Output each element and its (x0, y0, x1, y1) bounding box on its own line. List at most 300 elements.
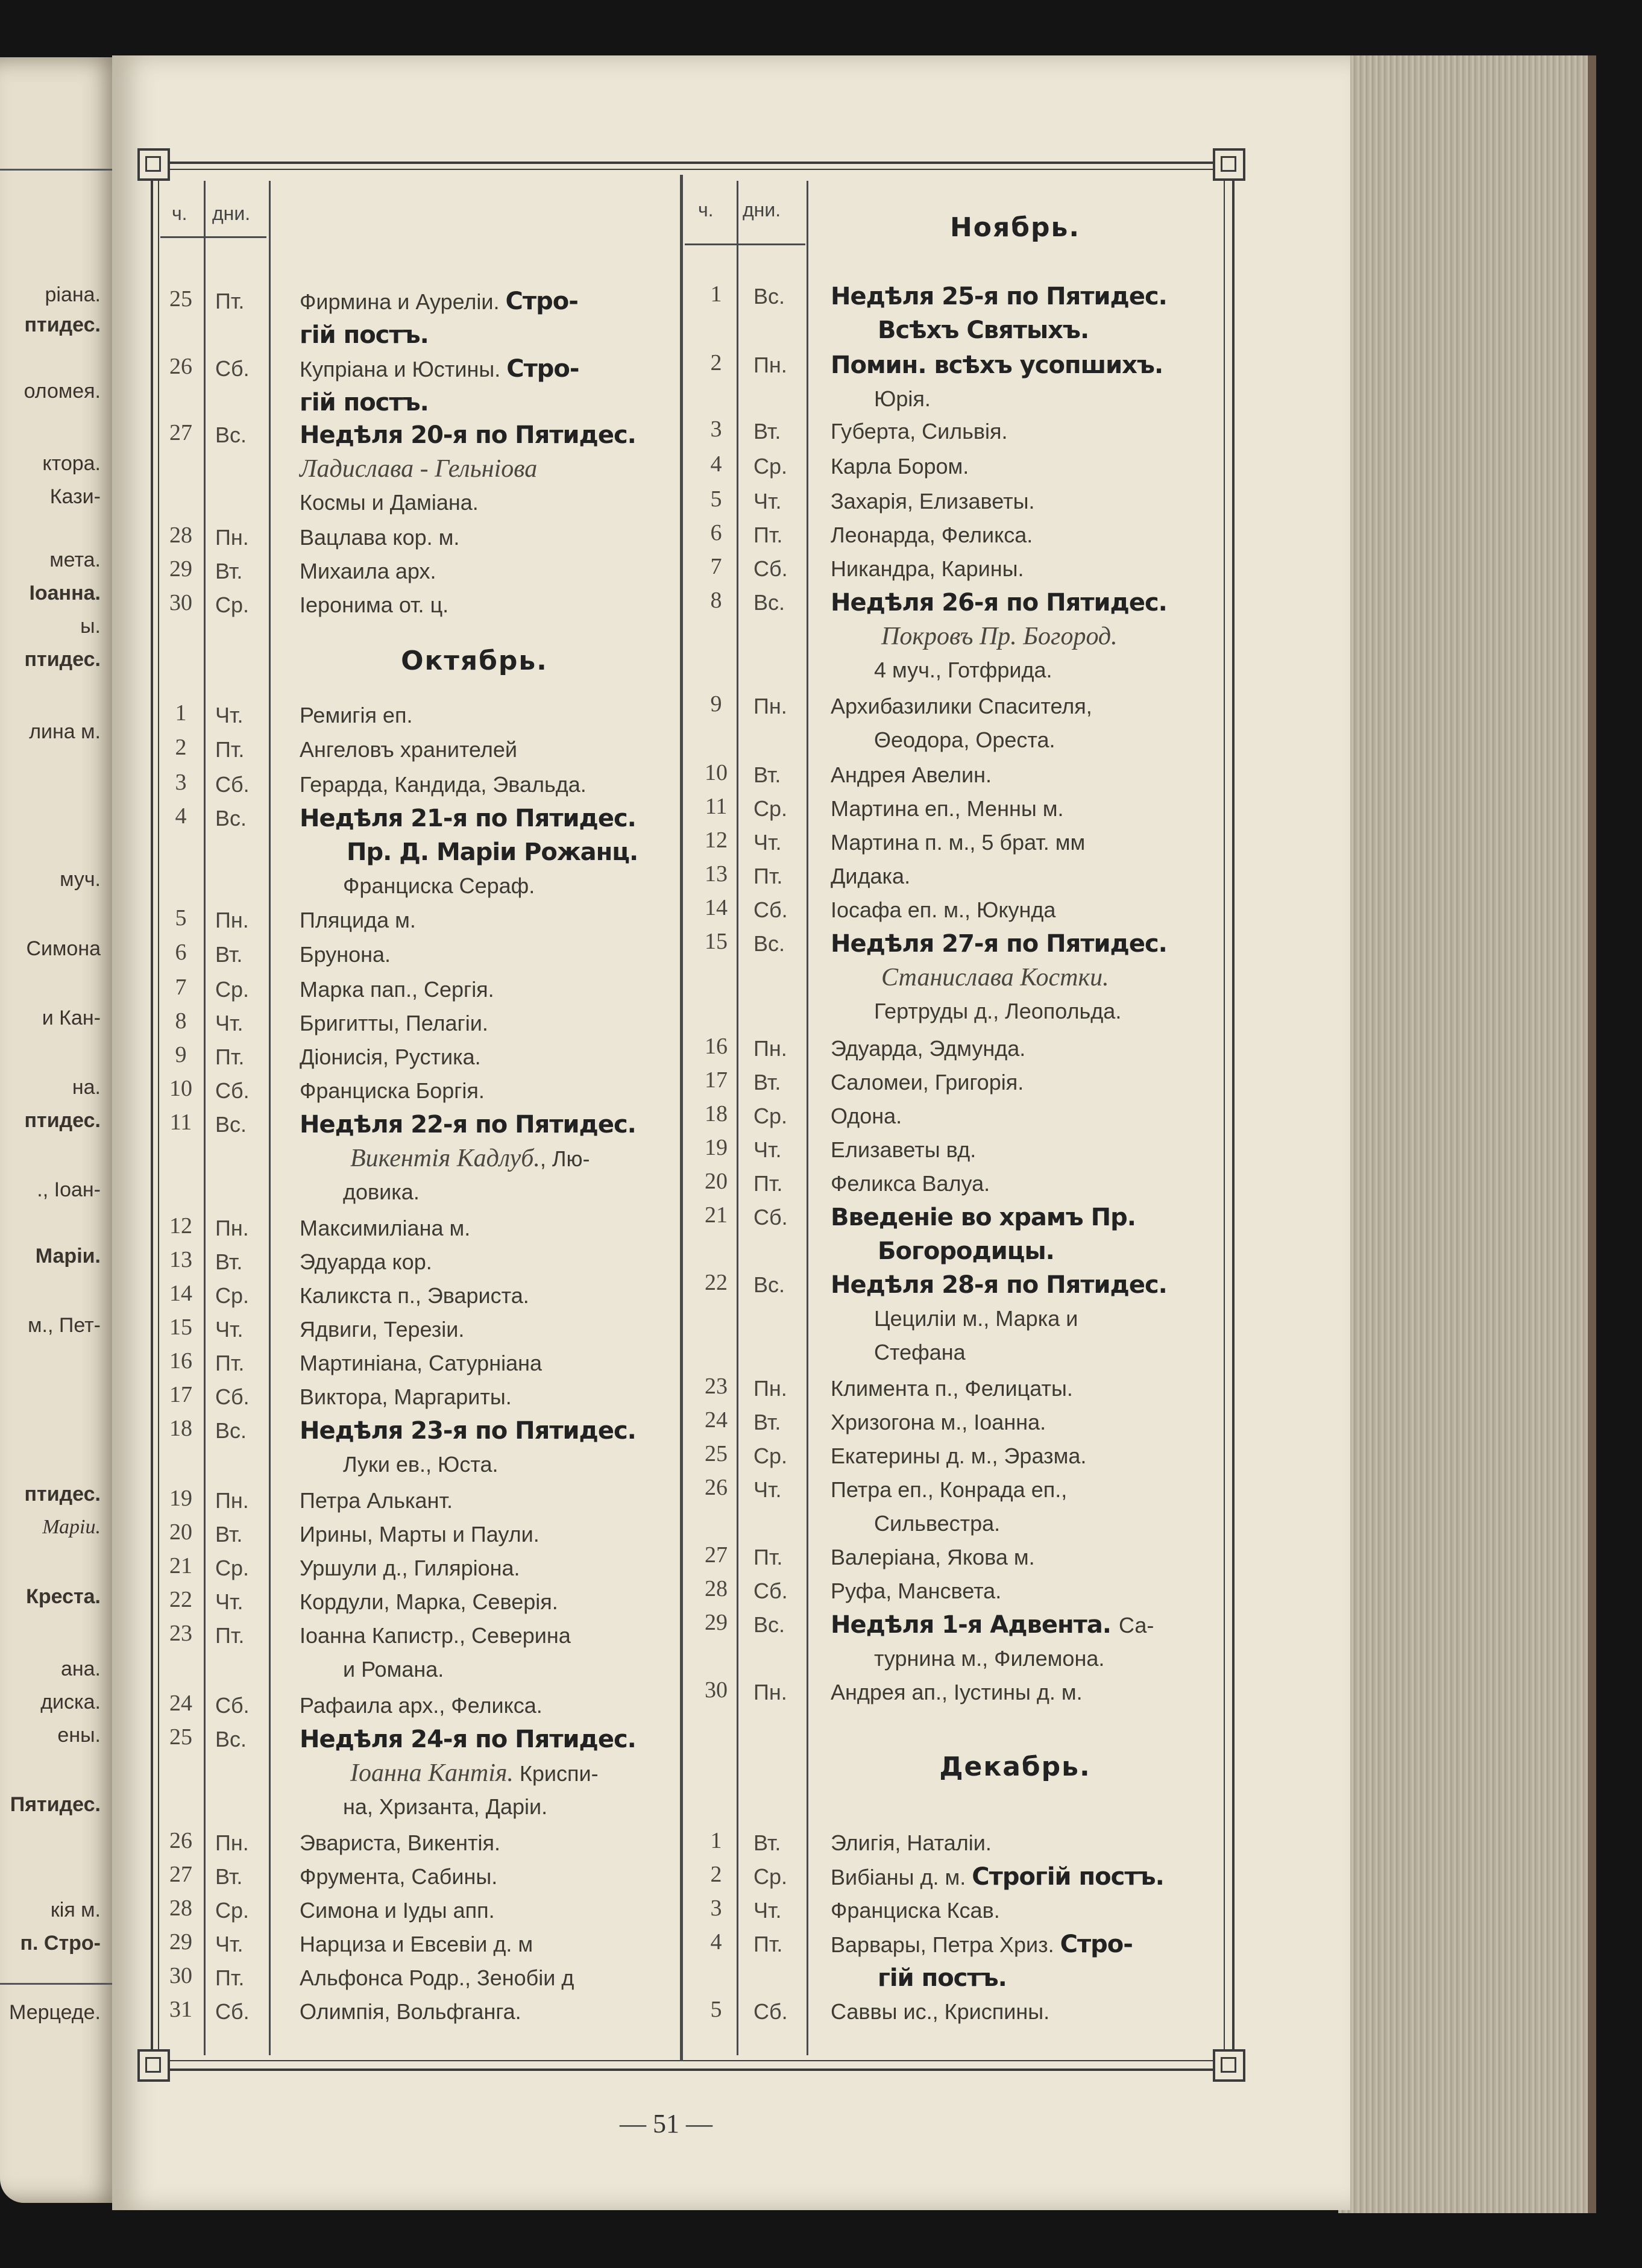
saint-text: Захарія, Елизаветы. (831, 489, 1035, 514)
saint-text: Іеронима от. ц. (300, 592, 449, 617)
weekday: Вс. (215, 806, 247, 831)
saint-text: 4 муч., Готфрида. (831, 658, 1052, 682)
saint-text: Ладислава - Гельніова (300, 455, 538, 483)
saint-text: Элигія, Наталіи. (831, 1830, 992, 1855)
day-number: 13 (169, 1247, 192, 1272)
saint-entry-line (300, 1215, 470, 1242)
weekday: Пн. (753, 694, 787, 718)
saint-text: Альфонса Родр., Зенобіи д (300, 1965, 574, 1990)
frame-corner (1213, 2049, 1245, 2082)
day-number: 1 (710, 281, 722, 307)
saint-entry-line (831, 1443, 1086, 1469)
saint-entry-line (300, 1760, 599, 1787)
day-number: 25 (169, 286, 192, 312)
saint-entry-line (831, 931, 1167, 958)
weekday: Вт. (753, 1410, 781, 1434)
saint-entry-line (300, 702, 412, 729)
saint-entry-line (300, 873, 535, 899)
day-number: 12 (705, 828, 728, 853)
day-number: 17 (169, 1382, 192, 1407)
day-number: 21 (169, 1553, 192, 1578)
day-number: 8 (175, 1008, 187, 1034)
day-number: 11 (705, 794, 728, 819)
day-number: 28 (705, 1576, 728, 1601)
saint-entry-line (831, 1645, 1104, 1672)
day-number: 14 (705, 895, 728, 920)
weekday: Чт. (753, 1477, 782, 1502)
weekday: Вс. (215, 1727, 247, 1751)
feast-text: Недѣля 28-я по Пятидес. (831, 1271, 1167, 1299)
day-number: 14 (169, 1281, 192, 1306)
saint-entry-line (300, 558, 436, 585)
saint-entry-line (831, 1375, 1073, 1402)
saint-entry-line (300, 1044, 481, 1070)
day-number: 5 (175, 905, 187, 931)
saint-entry-line (831, 1965, 1007, 1992)
saint-entry-line (831, 1238, 1054, 1265)
saint-entry-line (831, 488, 1034, 515)
saint-entry-line (300, 839, 638, 866)
left-page-text: Кази- (49, 485, 101, 508)
saint-text: Максимиліана м. (300, 1216, 471, 1240)
saint-text: Фирмина и Аурелiи. (300, 289, 506, 314)
saint-text: Эвариста, Викентія. (300, 1830, 501, 1855)
weekday: Пт. (753, 1545, 783, 1569)
weekday: Чт. (215, 1589, 244, 1614)
day-number: 16 (169, 1348, 192, 1374)
saint-text: Франциска Ксав. (831, 1898, 1000, 1923)
saint-entry-line (831, 796, 1063, 822)
left-page-text: Іоанна. (29, 582, 101, 605)
weekday: Пн. (753, 353, 787, 377)
header-num: ч. (698, 199, 714, 221)
weekday: Пн. (215, 1488, 249, 1513)
saint-entry-line (300, 288, 578, 315)
saint-entry-line (831, 727, 1055, 753)
weekday: Сб. (215, 356, 250, 381)
weekday: Ср. (753, 1864, 788, 1889)
weekday: Ср. (753, 796, 788, 821)
day-number: 3 (710, 1896, 722, 1921)
saint-text: Руфа, Мансвета. (831, 1578, 1002, 1603)
day-number: 26 (705, 1475, 728, 1500)
left-page-text: ана. (60, 1657, 101, 1680)
weekday: Ср. (215, 1556, 250, 1580)
saint-text: Елизаветы вд. (831, 1137, 977, 1162)
left-page-rule (0, 169, 118, 171)
left-page-text: кія м. (50, 1899, 101, 1921)
saint-entry-line (831, 1510, 1000, 1537)
saint-text: Никандра, Карины. (831, 556, 1024, 581)
saint-entry-line (300, 1451, 499, 1478)
saint-text: Цециліи м., Марка и (831, 1306, 1078, 1331)
day-number: 19 (705, 1135, 728, 1160)
feast-text: Недѣля 27-я по Пятидес. (831, 930, 1167, 958)
saint-entry-line (831, 1170, 990, 1197)
saint-entry-line (831, 1864, 1164, 1891)
left-page-text: п. Стро- (20, 1932, 101, 1955)
saint-text: Мартиніана, Сатурніана (300, 1351, 542, 1375)
day-number: 30 (169, 590, 192, 615)
day-number: 24 (705, 1407, 728, 1433)
header-num: ч. (172, 203, 187, 224)
day-number: 29 (169, 556, 192, 582)
weekday: Пт. (215, 1623, 245, 1648)
saint-entry-line (831, 1999, 1049, 2025)
feast-text: гій постъ. (831, 1964, 1007, 1992)
saint-entry-line (831, 1477, 1067, 1503)
saint-text: Екатерины д. м., Эразма. (831, 1443, 1087, 1468)
column-rule (204, 181, 206, 2055)
center-divider (680, 175, 683, 2061)
saint-text: Симона и Іуды апп. (300, 1898, 495, 1923)
saint-text: Герарда, Кандида, Эвальда. (300, 772, 587, 797)
saint-text: Брунона. (300, 942, 391, 967)
day-number: 2 (710, 350, 722, 375)
saint-entry-line (831, 964, 1109, 991)
day-number: 29 (705, 1610, 728, 1635)
left-page-text: мета. (49, 548, 101, 571)
saint-entry-line (831, 693, 1092, 720)
saint-entry-line (300, 1555, 520, 1582)
feast-text: Всѣхъ Святыхъ. (831, 316, 1089, 344)
day-number: 6 (710, 520, 722, 545)
saint-text: Саввы ис., Криспины. (831, 1999, 1050, 2024)
saint-entry-line (831, 762, 992, 788)
weekday: Пт. (753, 1171, 783, 1196)
saint-text: Θеодора, Ореста. (831, 727, 1055, 752)
saint-entry-line (300, 489, 479, 516)
saint-text: Олимпія, Вольфганга. (300, 1999, 521, 2024)
feast-text: Недѣля 25-я по Пятидес. (831, 283, 1167, 310)
left-page-text: ктора. (42, 452, 101, 475)
saint-entry-line (831, 283, 1167, 310)
left-page-text: и Кан- (42, 1007, 101, 1029)
day-number: 30 (169, 1963, 192, 1988)
day-number: 31 (169, 1997, 192, 2022)
feast-text: Недѣля 24-я по Пятидес. (300, 1726, 636, 1753)
saint-text: Ремигія еп. (300, 703, 413, 727)
saint-text: Викентія Кадлуб. (300, 1145, 540, 1172)
saint-entry-line (831, 589, 1167, 617)
day-number: 9 (175, 1042, 187, 1067)
saint-entry-line (300, 1794, 547, 1820)
column-rule (807, 181, 808, 2055)
frame-corner (137, 148, 170, 181)
saint-entry-line (831, 623, 1118, 650)
weekday: Вс. (753, 931, 785, 956)
left-page-text: Маріи. (35, 1245, 101, 1268)
saint-entry-line (831, 863, 910, 890)
saint-entry-line (300, 1179, 420, 1205)
saint-text: Эдуарда кор. (300, 1249, 432, 1274)
day-number: 7 (175, 975, 187, 1000)
saint-entry-line (300, 322, 429, 349)
feast-text: Строгій постъ. (972, 1863, 1164, 1891)
saint-entry-line (300, 941, 391, 968)
frame-corner (137, 2049, 170, 2082)
weekday: Вт. (753, 1070, 781, 1095)
feast-text: Недѣля 20-я по Пятидес. (300, 421, 636, 449)
day-number: 5 (710, 486, 722, 512)
weekday: Сб. (215, 1999, 250, 2024)
saint-text: Стефана (831, 1340, 966, 1365)
day-number: 9 (710, 691, 722, 717)
day-number: 19 (169, 1486, 192, 1511)
weekday: Чт. (215, 1011, 244, 1035)
saint-text: Са- (1118, 1613, 1154, 1638)
weekday: Пт. (215, 737, 245, 762)
saint-entry-line (300, 1589, 558, 1615)
weekday: Чт. (215, 1317, 244, 1342)
day-number: 3 (175, 770, 187, 795)
saint-entry-line (831, 897, 1055, 923)
day-number: 25 (169, 1724, 192, 1750)
weekday: Ср. (215, 1283, 250, 1308)
weekday: Пт. (215, 1044, 245, 1069)
left-page-text: ріана. (45, 283, 101, 306)
saint-text: Одона. (831, 1104, 902, 1128)
day-number: 1 (175, 700, 187, 726)
saint-text: Мартина еп., Менны м. (831, 796, 1064, 821)
left-page-text: ы. (80, 615, 101, 638)
frame-corner (1213, 148, 1245, 181)
day-number: 7 (710, 554, 722, 579)
saint-text: Петра еп., Конрада еп., (831, 1477, 1068, 1502)
feast-text: Стро- (506, 355, 579, 383)
weekday: Вс. (215, 423, 247, 447)
saint-text: турнина м., Филемона. (831, 1646, 1105, 1671)
saint-entry-line (831, 1305, 1078, 1332)
day-number: 1 (710, 1828, 722, 1853)
left-page-text: ., Іоан- (37, 1178, 101, 1201)
weekday: Вт. (215, 559, 243, 583)
weekday: Вт. (215, 1249, 243, 1274)
day-number: 2 (175, 735, 187, 760)
day-number: 29 (169, 1929, 192, 1955)
saint-entry-line (831, 1409, 1046, 1436)
saint-entry-line (300, 976, 494, 1003)
day-number: 27 (705, 1542, 728, 1568)
saint-text: Нарциза и Евсевіи д. м (300, 1932, 533, 1956)
saint-text: Андрея Авелин. (831, 762, 992, 787)
saint-entry-line (300, 422, 636, 449)
saint-entry-line (831, 998, 1121, 1025)
page-number: — 51 — (620, 2109, 712, 2138)
saint-text: Леонарда, Феликса. (831, 523, 1033, 547)
saint-entry-line (831, 1612, 1154, 1639)
day-number: 5 (710, 1997, 722, 2022)
day-number: 21 (705, 1202, 728, 1228)
feast-text: Недѣля 26-я по Пятидес. (831, 589, 1167, 617)
feast-text: Помин. всѣхъ усопшихъ. (831, 351, 1163, 379)
saint-text: Сильвестра. (831, 1511, 1001, 1536)
saint-entry-line (831, 1272, 1167, 1299)
day-number: 22 (169, 1587, 192, 1612)
day-number: 26 (169, 1828, 192, 1853)
weekday: Ср. (215, 977, 250, 1002)
saint-entry-line (300, 1726, 636, 1753)
saint-entry-line (831, 1544, 1035, 1571)
weekday: Пн. (753, 1680, 787, 1704)
saint-entry-line (300, 771, 587, 798)
saint-text: Купріана и Юстины. (300, 357, 507, 382)
feast-text: гiй постъ. (300, 389, 429, 416)
left-page-text: Симона (26, 937, 101, 960)
weekday: Чт. (753, 1898, 782, 1923)
weekday: Чт. (753, 489, 782, 514)
day-number: 18 (169, 1416, 192, 1441)
saint-text: Мартина п. м., 5 брат. мм (831, 830, 1086, 855)
saint-entry-line (300, 389, 429, 416)
saint-text: Уршули д., Гиляріона. (300, 1556, 520, 1580)
saint-entry-line (831, 1897, 1000, 1924)
saint-text: Карла Бором. (831, 454, 969, 479)
saint-entry-line (300, 1350, 542, 1377)
weekday: Пн. (215, 908, 249, 932)
saint-entry-line (831, 1204, 1136, 1231)
saint-text: Луки ев., Юста. (300, 1452, 499, 1477)
weekday: Вт. (215, 1864, 243, 1889)
day-number: 24 (169, 1691, 192, 1716)
saint-text: Пляцида м. (300, 908, 416, 932)
left-page-text: оломея. (24, 380, 101, 403)
day-number: 20 (169, 1519, 192, 1545)
day-number: 23 (705, 1374, 728, 1399)
day-number: 27 (169, 420, 192, 445)
day-number: 4 (175, 803, 187, 829)
saint-text: Космы и Даміана. (300, 490, 479, 515)
saint-text: на, Хризанта, Даріи. (300, 1794, 548, 1819)
saint-entry-line (300, 1249, 432, 1275)
saint-entry-line (831, 522, 1033, 548)
feast-text: Введеніе во храмъ Пр. (831, 1204, 1136, 1231)
saint-entry-line (300, 456, 537, 483)
month-heading: Ноябрь. (949, 212, 1081, 243)
saint-text: Кордули, Марка, Северія. (300, 1589, 558, 1614)
weekday: Чт. (215, 703, 244, 727)
saint-text: Іоанна Кантія. (300, 1759, 514, 1787)
left-page-text: ены. (57, 1724, 101, 1747)
left-page-text: Креста. (26, 1585, 101, 1608)
saint-text: Франциска Сераф. (300, 873, 535, 898)
feast-text: Недѣля 1-я Адвента. (831, 1611, 1119, 1639)
saint-text: Виктора, Маргариты. (300, 1384, 512, 1409)
feast-text: Богородицы. (831, 1237, 1054, 1265)
saint-entry-line (300, 1692, 543, 1719)
saint-entry-line (300, 1487, 453, 1514)
weekday: Сб. (753, 1999, 788, 2024)
day-number: 13 (705, 861, 728, 887)
column-rule (737, 181, 738, 2055)
weekday: Пн. (753, 1376, 787, 1401)
saint-text: Саломеи, Григорія. (831, 1070, 1024, 1095)
left-page-text: м., Пет- (28, 1314, 101, 1337)
weekday: Вт. (753, 1830, 781, 1855)
saint-text: Фрумента, Сабины. (300, 1864, 498, 1889)
left-page-text: Пятидес. (10, 1793, 101, 1816)
day-number: 2 (710, 1862, 722, 1887)
weekday: Ср. (753, 454, 788, 479)
left-page-text: птидес. (24, 313, 101, 336)
saint-entry-line (300, 1145, 590, 1172)
saint-entry-line (300, 1384, 512, 1410)
saint-text: довика. (300, 1180, 420, 1204)
saint-text: , Лю- (539, 1146, 590, 1171)
day-number: 28 (169, 523, 192, 548)
saint-text: Гертруды д., Леопольда. (831, 999, 1122, 1023)
saint-text: Іоанна Капистр., Северина (300, 1623, 571, 1648)
saint-text: Эдуарда, Эдмунда. (831, 1036, 1026, 1061)
weekday: Чт. (753, 830, 782, 855)
saint-entry-line (831, 453, 969, 480)
weekday: Сб. (215, 1384, 250, 1409)
weekday: Сб. (753, 1205, 788, 1230)
feast-text: Недѣля 21-я по Пятидес. (300, 805, 636, 832)
weekday: Сб. (753, 897, 788, 922)
day-number: 10 (169, 1076, 192, 1101)
saint-entry-line (300, 1897, 495, 1924)
saint-entry-line (300, 356, 579, 383)
day-number: 22 (705, 1270, 728, 1295)
saint-entry-line (300, 1830, 500, 1856)
saint-text: Варвары, Петра Хриз. (831, 1932, 1060, 1957)
saint-entry-line (300, 592, 448, 618)
saint-entry-line (300, 1316, 464, 1343)
saint-text: Андрея ап., Іустины д. м. (831, 1680, 1083, 1704)
day-number: 6 (175, 940, 187, 965)
weekday: Вс. (753, 284, 785, 309)
saint-entry-line (300, 524, 459, 551)
saint-entry-line (831, 1103, 902, 1129)
saint-entry-line (831, 556, 1024, 582)
header-days: дни. (743, 199, 781, 221)
day-number: 28 (169, 1896, 192, 1921)
saint-entry-line (831, 352, 1163, 379)
day-number: 16 (705, 1034, 728, 1059)
saint-entry-line (300, 907, 416, 934)
left-page-text: птидес. (24, 1483, 101, 1506)
day-number: 18 (705, 1101, 728, 1126)
saint-entry-line (831, 1578, 1001, 1604)
left-page-text: лина м. (29, 720, 101, 743)
day-number: 30 (705, 1677, 728, 1703)
saint-text: Станислава Костки. (831, 964, 1109, 991)
saint-text: Франциска Боргія. (300, 1078, 485, 1103)
saint-entry-line (300, 1521, 539, 1548)
left-page-text: на. (72, 1076, 101, 1099)
saint-entry-line (300, 805, 636, 832)
saint-text: Михаила арх. (300, 559, 436, 583)
weekday: Чт. (215, 1932, 244, 1956)
saint-text: Каликста п., Эвариста. (300, 1283, 529, 1308)
day-number: 25 (705, 1441, 728, 1466)
day-number: 11 (169, 1110, 192, 1135)
page-edges (1338, 55, 1596, 2213)
saint-text: Діонисія, Рустика. (300, 1044, 481, 1069)
saint-entry-line (831, 1339, 966, 1366)
day-number: 4 (710, 1929, 722, 1955)
weekday: Сб. (753, 1578, 788, 1603)
saint-entry-line (300, 1010, 488, 1037)
weekday: Вс. (753, 1272, 785, 1297)
header-rule (160, 236, 266, 238)
header-days: дни. (212, 203, 251, 224)
weekday: Пн. (753, 1036, 787, 1061)
saint-text: Климента п., Фелицаты. (831, 1376, 1073, 1401)
weekday: Ср. (215, 1898, 250, 1923)
saint-text: Іосафа еп. м., Юкунда (831, 897, 1056, 922)
